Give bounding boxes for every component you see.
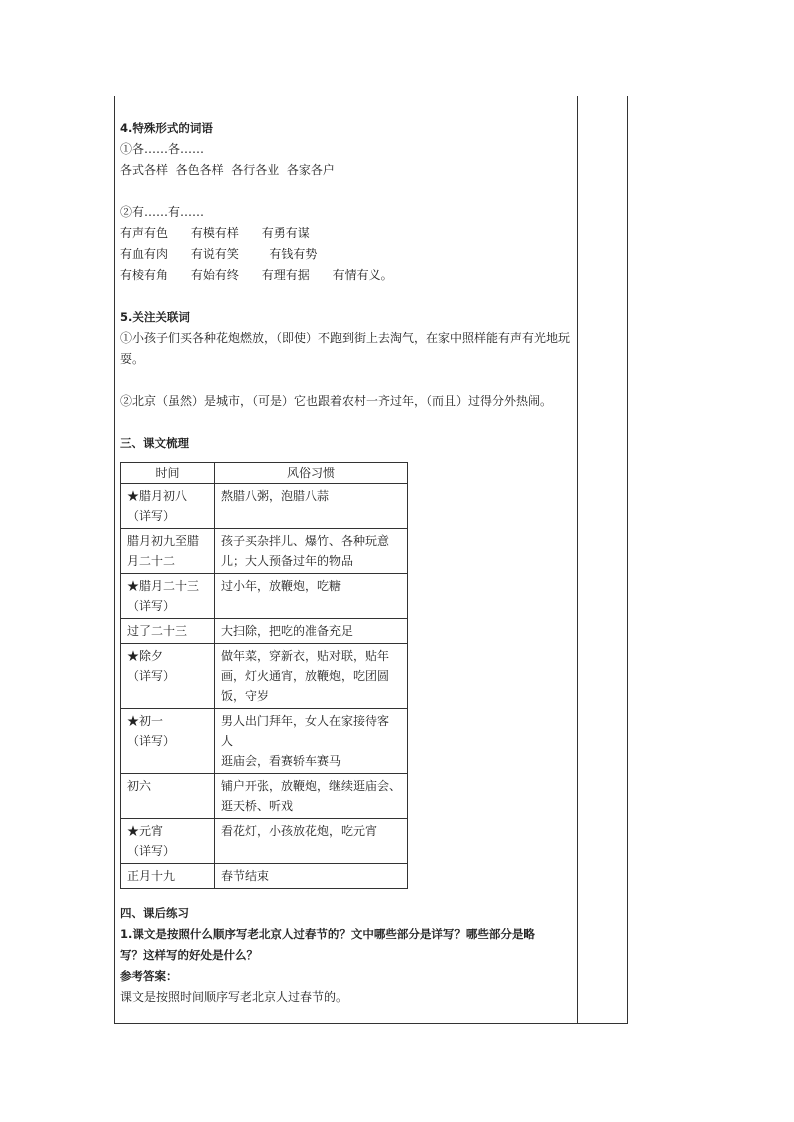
table-row xyxy=(121,484,408,529)
lesson-content xyxy=(120,118,575,1008)
custom-cell xyxy=(215,644,408,709)
custom-cell-line: 逛天桥、听戏 xyxy=(221,799,294,813)
table-header-time: 时间 xyxy=(121,463,215,484)
time-cell-line: ★除夕 xyxy=(127,649,164,663)
section4-line1: 各式各样 各色各样 各行各业 各家各户 xyxy=(120,163,335,177)
time-cell-line: （详写） xyxy=(127,599,176,613)
table-header-customs: 风俗习惯 xyxy=(215,463,408,484)
custom-cell-line: 大扫除，把吃的准备充足 xyxy=(221,624,354,638)
table-row xyxy=(121,529,408,574)
time-cell xyxy=(121,709,215,774)
time-cell xyxy=(121,819,215,864)
column-divider xyxy=(577,96,578,1024)
section5-item1-cont: 耍。 xyxy=(120,352,145,366)
table-row xyxy=(121,819,408,864)
custom-cell-line: 过小年，放鞭炮，吃糖 xyxy=(221,579,342,593)
table-row xyxy=(121,864,408,889)
time-cell-line: ★腊月初八 xyxy=(127,489,188,503)
time-cell-line: ★元宵 xyxy=(127,824,164,838)
custom-cell-line: 铺户开张，放鞭炮，继续逛庙会、 xyxy=(221,779,402,793)
custom-cell-line: 做年菜，穿新衣，贴对联，贴年 xyxy=(221,649,390,663)
answer-text: 课文是按照时间顺序写老北京人过春节的。 xyxy=(120,990,349,1004)
time-cell xyxy=(121,529,215,574)
custom-cell xyxy=(215,619,408,644)
custom-cell-line: 男人出门拜年，女人在家接待客 xyxy=(221,714,390,728)
custom-cell-line: 饭，守岁 xyxy=(221,689,270,703)
time-cell-line: 月二十二 xyxy=(127,554,176,568)
section4-words-line: 有棱有角 有始有终 有理有据 有情有义。 xyxy=(120,268,393,282)
time-cell-line: 正月十九 xyxy=(127,869,176,883)
custom-cell xyxy=(215,819,408,864)
time-cell-line: 腊月初九至腊 xyxy=(127,534,200,548)
custom-cell-line: 人 xyxy=(221,734,234,748)
custom-cell xyxy=(215,484,408,529)
time-cell xyxy=(121,574,215,619)
table-row xyxy=(121,644,408,709)
practice-question-cont: 写？这样写的好处是什么？ xyxy=(120,948,258,962)
time-cell-line: （详写） xyxy=(127,669,176,683)
custom-cell-line: 儿；大人预备过年的物品 xyxy=(221,554,354,568)
section4-words-line: 有血有肉 有说有笑 有钱有势 xyxy=(120,247,318,261)
custom-cell xyxy=(215,864,408,889)
time-cell xyxy=(121,864,215,889)
time-cell-line: （详写） xyxy=(127,509,176,523)
customs-table xyxy=(120,462,408,889)
table-row xyxy=(121,574,408,619)
section5-item1: ①小孩子们买各种花炮燃放，（即使）不跑到街上去淘气，在家中照样能有声有光地玩 xyxy=(120,331,571,345)
section4-sub2: ②有……有…… xyxy=(120,205,205,219)
time-cell xyxy=(121,644,215,709)
custom-cell-line: 春节结束 xyxy=(221,869,270,883)
section4-sub1: ①各……各…… xyxy=(120,142,205,156)
time-cell-line: （详写） xyxy=(127,844,176,858)
practice-heading: 四、课后练习 xyxy=(120,906,189,920)
table-row xyxy=(121,774,408,819)
table-row xyxy=(121,709,408,774)
custom-cell-line: 逛庙会，看赛轿车赛马 xyxy=(221,754,342,768)
practice-question: 1.课文是按照什么顺序写老北京人过春节的？文中哪些部分是详写？哪些部分是略 xyxy=(120,927,535,941)
custom-cell-line: 孩子买杂拌儿、爆竹、各种玩意 xyxy=(221,534,390,548)
section3-heading: 三、课文梳理 xyxy=(120,436,189,450)
answer-label: 参考答案： xyxy=(120,969,178,983)
custom-cell-line: 画，灯火通宵，放鞭炮，吃团圆 xyxy=(221,669,390,683)
section4-words-line: 有声有色 有模有样 有勇有谋 xyxy=(120,226,310,240)
time-cell-line: ★初一 xyxy=(127,714,164,728)
time-cell xyxy=(121,619,215,644)
time-cell xyxy=(121,774,215,819)
time-cell xyxy=(121,484,215,529)
custom-cell xyxy=(215,709,408,774)
table-row xyxy=(121,619,408,644)
time-cell-line: 初六 xyxy=(127,779,152,793)
custom-cell xyxy=(215,574,408,619)
section5-heading: 5.关注关联词 xyxy=(120,310,190,324)
section4-heading: 4.特殊形式的词语 xyxy=(120,121,213,135)
time-cell-line: 过了二十三 xyxy=(127,624,188,638)
custom-cell xyxy=(215,529,408,574)
custom-cell-line: 熬腊八粥，泡腊八蒜 xyxy=(221,489,330,503)
custom-cell xyxy=(215,774,408,819)
time-cell-line: （详写） xyxy=(127,734,176,748)
section5-item2: ②北京（虽然）是城市，（可是）它也跟着农村一齐过年，（而且）过得分外热闹。 xyxy=(120,394,553,408)
time-cell-line: ★腊月二十三 xyxy=(127,579,200,593)
custom-cell-line: 看花灯，小孩放花炮，吃元宵 xyxy=(221,824,378,838)
